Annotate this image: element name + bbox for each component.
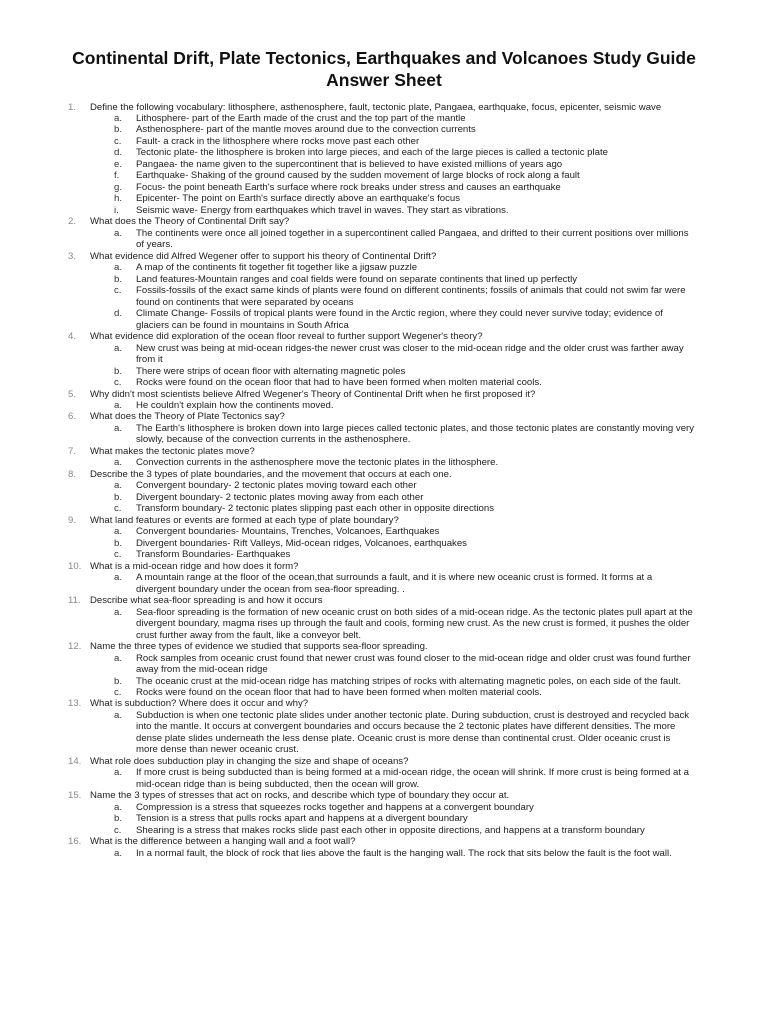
question-number: 14. bbox=[68, 755, 82, 767]
answer-marker: c. bbox=[114, 549, 122, 561]
answer-text: Convergent boundary- 2 tectonic plates moving toward each other bbox=[136, 480, 417, 492]
answer-text: found on continents that were separated by oceans bbox=[136, 296, 354, 308]
answer-text: Earthquake- Shaking of the ground caused by the sudden movement of large blocks of rock along a fault bbox=[136, 170, 580, 182]
answer-marker: a. bbox=[114, 399, 123, 411]
question-text: What land features or events are formed at each type of plate boundary? bbox=[90, 514, 399, 526]
question-number: 4. bbox=[68, 331, 77, 343]
answer-text: from it bbox=[136, 354, 163, 366]
answer-text: Sea-floor spreading is the formation of new oceanic crust on both sides of a mid-ocean ridge. As the tectonic plates pull apart at the bbox=[136, 606, 693, 618]
answer-text: A map of the continents fit together fit together like a jigsaw puzzle bbox=[136, 262, 418, 274]
answer-marker: b. bbox=[114, 273, 123, 285]
answer-text: Focus- the point beneath Earth's surface where rock breaks under stress and causes an earthquake bbox=[136, 181, 561, 193]
question-number: 15. bbox=[68, 790, 82, 802]
question-text: What role does subduction play in changing the size and shape of oceans? bbox=[90, 755, 409, 767]
answer-text: into the mantle. It occurs at convergent boundaries and occurs because the 2 tectonic plates have different densities. The more bbox=[136, 721, 676, 733]
question-number: 5. bbox=[68, 388, 77, 400]
answer-text: Shearing is a stress that makes rocks slide past each other in opposite directions, and happens at a transform boundary bbox=[136, 824, 645, 836]
question-text: What does the Theory of Plate Tectonics say? bbox=[90, 411, 285, 423]
answer-text: The Earth's lithosphere is broken down into large pieces called tectonic plates, and those tectonic plates are constantly moving very bbox=[136, 422, 695, 434]
answer-text: He couldn't explain how the continents moved. bbox=[136, 399, 334, 411]
question-number: 1. bbox=[68, 101, 77, 113]
question-text: Name the 3 types of stresses that act on rocks, and describe which type of boundary they occur at. bbox=[90, 790, 510, 802]
answer-marker: a. bbox=[114, 767, 123, 779]
question-number: 8. bbox=[68, 468, 77, 480]
answer-text: Rock samples from oceanic crust found that newer crust was found closer to the mid-ocean ridge and older crust was found further bbox=[136, 652, 691, 664]
question-number: 6. bbox=[68, 411, 77, 423]
answer-marker: c. bbox=[114, 824, 122, 836]
answer-text: Convergent boundaries- Mountains, Trenches, Volcanoes, Earthquakes bbox=[136, 526, 440, 538]
answer-text: Transform boundary- 2 tectonic plates slipping past each other in opposite directions bbox=[136, 503, 495, 515]
answer-text: A mountain range at the floor of the ocean,that surrounds a fault, and it is where new oceanic crust is formed. It forms at a bbox=[136, 572, 653, 584]
question-text: What is subduction? Where does it occur and why? bbox=[90, 698, 309, 710]
answer-text: Divergent boundary- 2 tectonic plates moving away from each other bbox=[136, 491, 424, 503]
answer-text: slowly, because of the convection currents in the asthenosphere. bbox=[136, 434, 411, 446]
answer-marker: a. bbox=[114, 572, 123, 584]
answer-text: Land features-Mountain ranges and coal fields were found on separate continents that lined up perfectly bbox=[136, 273, 578, 285]
answer-text: Compression is a stress that squeezes rocks together and happens at a convergent boundary bbox=[136, 801, 534, 813]
answer-text: Subduction is when one tectonic plate slides under another tectonic plate. During subduction, crust is destroyed and recycled back bbox=[136, 709, 690, 721]
answer-marker: a. bbox=[114, 342, 123, 354]
question-number: 16. bbox=[68, 836, 82, 848]
question-number: 12. bbox=[68, 641, 82, 653]
answer-marker: c. bbox=[114, 377, 122, 389]
answer-marker: c. bbox=[114, 503, 122, 515]
answer-marker: e. bbox=[114, 158, 123, 170]
question-number: 10. bbox=[68, 560, 82, 572]
answer-text: If more crust is being subducted than is being formed at a mid-ocean ridge, the ocean will shrink. If more crust is being formed at a bbox=[136, 767, 689, 779]
answer-marker: a. bbox=[114, 847, 123, 859]
answer-text: Tension is a stress that pulls rocks apart and happens at a divergent boundary bbox=[136, 813, 468, 825]
answer-text: Pangaea- the name given to the supercontinent that is believed to have existed millions of years ago bbox=[136, 158, 563, 170]
question-number: 3. bbox=[68, 250, 77, 262]
answer-text: divergent boundary, magma rises up through the fault and cools, forming new crust. As the new crust is formed, it pushes the older bbox=[136, 618, 690, 630]
question-text: Why didn't most scientists believe Alfred Wegener's Theory of Continental Drift when he first proposed it? bbox=[90, 388, 536, 400]
answer-text: Transform Boundaries- Earthquakes bbox=[136, 549, 291, 561]
page-title-line-1: Continental Drift, Plate Tectonics, Earthquakes and Volcanoes Study Guide bbox=[72, 48, 696, 68]
answer-text: mid-ocean ridge than is being subducted, then the ocean will grow. bbox=[136, 778, 420, 790]
answer-marker: a. bbox=[114, 526, 123, 538]
answer-marker: g. bbox=[114, 181, 123, 193]
answer-marker: c. bbox=[114, 285, 122, 297]
answer-marker: b. bbox=[114, 124, 123, 136]
answer-text: Lithosphere- part of the Earth made of the crust and the top part of the mantle bbox=[136, 112, 466, 124]
question-text: Describe what sea-floor spreading is and how it occurs bbox=[90, 595, 323, 607]
answer-text: Fossils-fossils of the exact same kinds of plants were found on different continents; fossils of animals that could not swim far were bbox=[136, 285, 686, 297]
answer-marker: i. bbox=[114, 204, 119, 216]
answer-marker: b. bbox=[114, 491, 123, 503]
answer-marker: a. bbox=[114, 422, 123, 434]
answer-marker: b. bbox=[114, 675, 123, 687]
answer-marker: b. bbox=[114, 813, 123, 825]
answer-text: Convection currents in the asthenosphere move the tectonic plates in the lithosphere. bbox=[136, 457, 499, 469]
page-title-line-2: Answer Sheet bbox=[326, 70, 442, 90]
question-number: 11. bbox=[68, 595, 81, 607]
answer-text: Fault- a crack in the lithosphere where rocks move past each other bbox=[136, 135, 420, 147]
answer-marker: a. bbox=[114, 606, 123, 618]
answer-text: Tectonic plate- the lithosphere is broken into large pieces, and each of the large pieces is called a tectonic plate bbox=[136, 147, 608, 159]
answer-text: more dense than newer oceanic crust. bbox=[136, 744, 299, 756]
answer-text: crust further away from the fault, like a conveyor belt. bbox=[136, 629, 362, 641]
question-text: What does the Theory of Continental Drift say? bbox=[90, 216, 290, 228]
answer-marker: h. bbox=[114, 193, 123, 205]
answer-marker: f. bbox=[114, 170, 120, 182]
answer-marker: a. bbox=[114, 480, 123, 492]
answer-marker: a. bbox=[114, 652, 123, 664]
answer-marker: a. bbox=[114, 112, 123, 124]
question-number: 13. bbox=[68, 698, 82, 710]
question-text: Name the three types of evidence we studied that supports sea-floor spreading. bbox=[90, 641, 428, 653]
answer-text: The oceanic crust at the mid-ocean ridge has matching stripes of rocks with alternating magnetic poles, on each side of the fault. bbox=[136, 675, 682, 687]
answer-text: dense plate slides underneath the less dense plate. Oceanic crust is more dense than continental crust. Older oceanic crust is bbox=[136, 732, 671, 744]
answer-text: Climate Change- Fossils of tropical plants were found in the Arctic region, where they could never survive today; evidence of bbox=[136, 308, 663, 320]
question-text: Define the following vocabulary: lithosphere, asthenosphere, fault, tectonic plate, Pangaea, earthquake, focus, epicenter, seismic wave bbox=[90, 101, 662, 113]
answer-marker: d. bbox=[114, 308, 123, 320]
answer-text: Divergent boundaries- Rift Valleys, Mid-ocean ridges, Volcanoes, earthquakes bbox=[136, 537, 467, 549]
question-number: 9. bbox=[68, 514, 77, 526]
answer-text: Asthenosphere- part of the mantle moves around due to the convection currents bbox=[136, 124, 476, 136]
answer-text: Rocks were found on the ocean floor that had to have been formed when molten material cools. bbox=[136, 686, 542, 698]
answer-marker: c. bbox=[114, 686, 122, 698]
answer-marker: a. bbox=[114, 227, 123, 239]
answer-text: Seismic wave- Energy from earthquakes which travel in waves. They start as vibrations. bbox=[136, 204, 509, 216]
question-text: What is a mid-ocean ridge and how does it form? bbox=[90, 560, 299, 572]
question-text: What is the difference between a hanging wall and a foot wall? bbox=[90, 836, 356, 848]
answer-text: Rocks were found on the ocean floor that had to have been formed when molten material cools. bbox=[136, 377, 542, 389]
question-text: What evidence did Alfred Wegener offer to support his theory of Continental Drift? bbox=[90, 250, 437, 262]
question-text: What makes the tectonic plates move? bbox=[90, 445, 255, 457]
question-text: What evidence did exploration of the ocean floor reveal to further support Wegener's theory? bbox=[90, 331, 483, 343]
answer-text: Epicenter- The point on Earth's surface directly above an earthquake's focus bbox=[136, 193, 460, 205]
question-number: 7. bbox=[68, 445, 77, 457]
answer-text: away from the mid-ocean ridge bbox=[136, 664, 268, 676]
answer-text: New crust was being at mid-ocean ridges-the newer crust was closer to the mid-ocean ridge and the older crust was farther away bbox=[136, 342, 684, 354]
answer-text: In a normal fault, the block of rock that lies above the fault is the hanging wall. The rock that sits below the fault is the foot wall. bbox=[136, 847, 672, 859]
answer-marker: b. bbox=[114, 365, 123, 377]
answer-text: glaciers can be found in mountains in South Africa bbox=[136, 319, 349, 331]
answer-marker: a. bbox=[114, 457, 123, 469]
answer-text: of years. bbox=[136, 239, 173, 251]
answer-text: divergent boundary under the ocean from sea-floor spreading. . bbox=[136, 583, 405, 595]
answer-marker: a. bbox=[114, 262, 123, 274]
question-number: 2. bbox=[68, 216, 77, 228]
answer-marker: a. bbox=[114, 709, 123, 721]
answer-marker: b. bbox=[114, 537, 123, 549]
question-text: Describe the 3 types of plate boundaries, and the movement that occurs at each one. bbox=[90, 468, 452, 480]
answer-marker: a. bbox=[114, 801, 123, 813]
answer-text: There were strips of ocean floor with alternating magnetic poles bbox=[136, 365, 406, 377]
answer-marker: c. bbox=[114, 135, 122, 147]
answer-text: The continents were once all joined together in a supercontinent called Pangaea, and drifted to their current positions over millions bbox=[136, 227, 689, 239]
answer-marker: d. bbox=[114, 147, 123, 159]
